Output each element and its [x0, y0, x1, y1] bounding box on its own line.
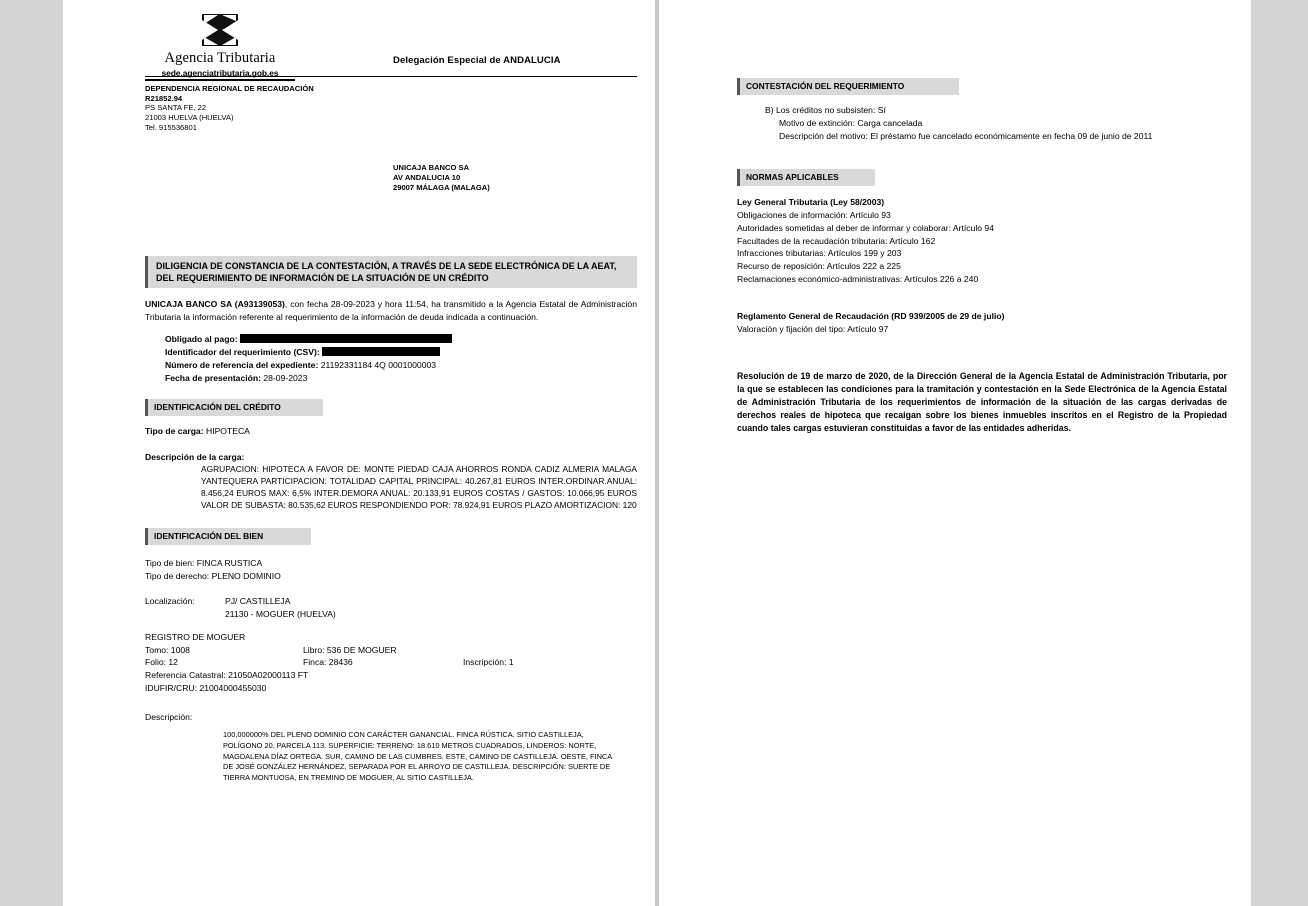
reply-line-1: B) Los créditos no subsisten: Sí: [765, 105, 886, 116]
registry-folio-value: 12: [168, 657, 178, 668]
registry-finca: [303, 656, 463, 669]
reply-line-2: Motivo de extinción: Carga cancelada: [779, 118, 923, 129]
document-page-1: [63, 0, 655, 906]
reply-lines: [765, 104, 1227, 142]
asset-location-value2: 21130 - MOGUER (HUELVA): [225, 608, 336, 619]
registry-catastral-value: 21050A02000113 FT: [228, 670, 309, 681]
asset-type-row: [145, 557, 637, 570]
rules-law-item-2: Facultades de la recaudación tributaria: Artículo 162: [737, 235, 936, 246]
credit-type-row: [145, 426, 637, 436]
document-title-bar: DILIGENCIA DE CONSTANCIA DE LA CONTESTACIÓN, A TRAVÉS DE LA SEDE ELECTRÓNICA DE LA AEAT, DEL REQUERIMIENTO DE INFORMACIÓN DE LA SITUACIÓN DE UN CRÉDITO: [145, 256, 637, 288]
asset-type-label: Tipo de bien:: [145, 558, 195, 569]
registry-finca-value: 28436: [328, 657, 353, 668]
asset-location-value: PJ/ CASTILLEJA: [225, 595, 291, 606]
credit-desc-value: AGRUPACION: HIPOTECA A FAVOR DE: MONTE PIEDAD CAJA AHORROS RONDA CADIZ ALMERIA MALAGA YANTEQUERA PARTICIPACION: TOTALIDAD CAPITAL PRINCIPAL: 40.267,81 EUROS INTER.ORDINAR.ANUAL: 8.456,24 EUROS MAX: 6,5% INTER.DEMORA ANUAL: 20.133,91 EUROS COSTAS / GASTOS: 10.066,95 EUROS VALOR DE SUBASTA: 80.535,62 EUROS RESPONDIENDO POR: 78.924,91 EUROS PLAZO AMORTIZACION: 120: [201, 464, 637, 510]
field-expediente: [165, 359, 637, 372]
aeat-emblem-icon: [198, 12, 242, 48]
header-divider: [145, 76, 637, 77]
addressee-line-1: UNICAJA BANCO SA: [393, 163, 470, 172]
field-expediente-value: 21192331184 4Q 0001000003: [320, 359, 437, 370]
field-obligado-label: Obligado al pago:: [165, 334, 238, 345]
registry-row-2: [145, 656, 637, 669]
rules-law-block: [737, 196, 1227, 286]
intro-rest: , con fecha 28-09-2023 y hora 11:54, ha transmitido a la Agencia Estatal de Administración Tributaria la información referente al requerimiento de la información de deuda indicada a continuación.: [145, 299, 637, 322]
intro-entity: UNICAJA BANCO SA (A93139053): [145, 299, 285, 310]
field-presentacion-label: Fecha de presentación:: [165, 372, 261, 383]
registry-idufir-value: 21004000455030: [199, 683, 267, 694]
sender-line-1: DEPENDENCIA REGIONAL DE RECAUDACIÓN: [145, 84, 314, 93]
field-presentacion: [165, 372, 637, 385]
field-obligado: [165, 333, 637, 346]
rules-law-item-3: Infracciones tributarias: Artículos 199 y 203: [737, 248, 902, 259]
reply-section-bar: CONTESTACIÓN DEL REQUERIMIENTO: [737, 78, 959, 95]
addressee-line-3: 29007 MÁLAGA (MALAGA): [393, 183, 490, 193]
agency-url: sede.agenciatributaria.gob.es: [145, 68, 295, 81]
document-body-2: [737, 78, 1227, 435]
field-csv-redacted: [322, 347, 440, 356]
rules-resolution-text: Resolución de 19 de marzo de 2020, de la Dirección General de la Agencia Estatal de Administración Tributaria, por la que se establecen las condiciones para la tramitación y contestación en la Sede Electrónica de la Agencia Estatal de Administración Tributaria de los requerimientos de información de la situación de las cargas derivadas de derechos reales de hipoteca que recaigan sobre los bienes inmuebles inscritos en el Registro de la Propiedad cuando tales cargas estuvieran constituidas a favor de las entidades adheridas.: [737, 370, 1227, 433]
asset-location-label: Localización:: [145, 595, 195, 606]
credit-type-value: HIPOTECA: [205, 426, 250, 437]
asset-type-value: FINCA RUSTICA: [196, 558, 263, 569]
rules-regulation-item: Valoración y fijación del tipo: Artículo 97: [737, 323, 889, 334]
rules-law-item-0: Obligaciones de información: Artículo 93: [737, 209, 891, 220]
asset-right-value: PLENO DOMINIO: [211, 571, 281, 582]
registry-libro-label: Libro:: [303, 644, 325, 655]
field-csv: [165, 346, 637, 359]
registry-tomo-label: Tomo:: [145, 644, 169, 655]
document-header: [63, 0, 655, 193]
credit-type-label: Tipo de carga:: [145, 426, 204, 437]
delegation-label: Delegación Especial de ANDALUCIA: [393, 55, 561, 66]
registry-finca-label: Finca:: [303, 657, 327, 668]
sender-line-2: R21852.94: [145, 93, 183, 103]
registry-name: REGISTRO DE MOGUER: [145, 631, 246, 642]
registry-inscripcion-label: Inscripción:: [463, 657, 507, 668]
registry-folio: [145, 656, 303, 669]
field-presentacion-value: 28-09-2023: [263, 372, 308, 383]
addressee-block: [393, 163, 490, 193]
credit-section-bar: IDENTIFICACIÓN DEL CRÉDITO: [145, 399, 323, 416]
rules-law-item-1: Autoridades sometidas al deber de informar y colaborar: Artículo 94: [737, 222, 994, 233]
asset-right-label: Tipo de derecho:: [145, 571, 210, 582]
sender-line-4: 21003 HUELVA (HUELVA): [145, 113, 234, 123]
registry-row-1: [145, 644, 637, 657]
field-obligado-redacted: [240, 334, 452, 343]
registry-tomo-value: 1008: [170, 644, 190, 655]
rules-law-item-5: Reclamaciones económico-administrativas: Artículos 226 a 240: [737, 274, 979, 285]
asset-desc-label: Descripción:: [145, 712, 193, 723]
reply-line-3: Descripción del motivo: El préstamo fue cancelado económicamente en fecha 09 de junio de 2011: [779, 130, 1153, 141]
registry-block: [145, 631, 637, 695]
asset-right-row: [145, 570, 637, 583]
agency-logo: [145, 12, 295, 81]
rules-regulation-title: Reglamento General de Recaudación (RD 939/2005 de 29 de julio): [737, 311, 1005, 322]
registry-idufir: [145, 682, 637, 695]
registry-catastral-label: Referencia Catastral:: [145, 670, 226, 681]
registry-folio-label: Folio:: [145, 657, 167, 668]
asset-location-row: [145, 595, 637, 608]
registry-libro: [303, 644, 463, 657]
registry-inscripcion: [463, 656, 583, 669]
document-page-2: [659, 0, 1251, 906]
asset-section-bar: IDENTIFICACIÓN DEL BIEN: [145, 528, 311, 545]
rules-law-item-4: Recurso de reposición: Artículos 222 a 225: [737, 261, 901, 272]
field-expediente-label: Número de referencia del expediente:: [165, 359, 319, 370]
agency-name: Agencia Tributaria: [164, 50, 276, 66]
registry-catastral: [145, 669, 637, 682]
summary-fields: [165, 333, 637, 385]
registry-libro-value: 536 DE MOGUER: [326, 644, 397, 655]
registry-idufir-label: IDUFIR/CRU:: [145, 683, 198, 694]
sender-line-3: PS SANTA FE, 22: [145, 103, 207, 113]
rules-section-bar: NORMAS APLICABLES: [737, 169, 875, 186]
sender-block: [145, 84, 314, 133]
credit-desc-label: Descripción de la carga:: [145, 452, 245, 463]
asset-desc-value: 100,000000% DEL PLENO DOMINIO CON CARÁCTER GANANCIAL. FINCA RÚSTICA. SITIO CASTILLEJA, POLÍGONO 20, PARCELA 113. SUPERFICIE: TERRENO: 18.610 METROS CUADRADOS, LINDEROS: NORTE, MAGDALENA DÍAZ ORTEGA. SUR, CAMINO DE LAS CUMBRES. ESTE, CAMINO DE CASTILLEJA. OESTE, FINCA DE JOSÉ GONZÁLEZ HERNÁNDEZ, SEPARADA POR EL ARROYO DE CASTILLEJA. DESCRIPCIÓN: SUERTE DE TIERRA MONTUOSA, EN TREMINO DE MOGUER, AL SITIO CASTILLEJA.: [223, 730, 612, 782]
rules-regulation-block: [737, 310, 1227, 336]
sender-line-5: Tel. 915536801: [145, 122, 197, 132]
registry-tomo: [145, 644, 303, 657]
intro-paragraph: [145, 298, 637, 323]
field-csv-label: Identificador del requerimiento (CSV):: [165, 347, 320, 358]
document-body: [145, 256, 637, 784]
registry-inscripcion-value: 1: [508, 657, 514, 668]
addressee-line-2: AV ANDALUCIA 10: [393, 173, 461, 183]
rules-law-title: Ley General Tributaria (Ley 58/2003): [737, 196, 885, 207]
